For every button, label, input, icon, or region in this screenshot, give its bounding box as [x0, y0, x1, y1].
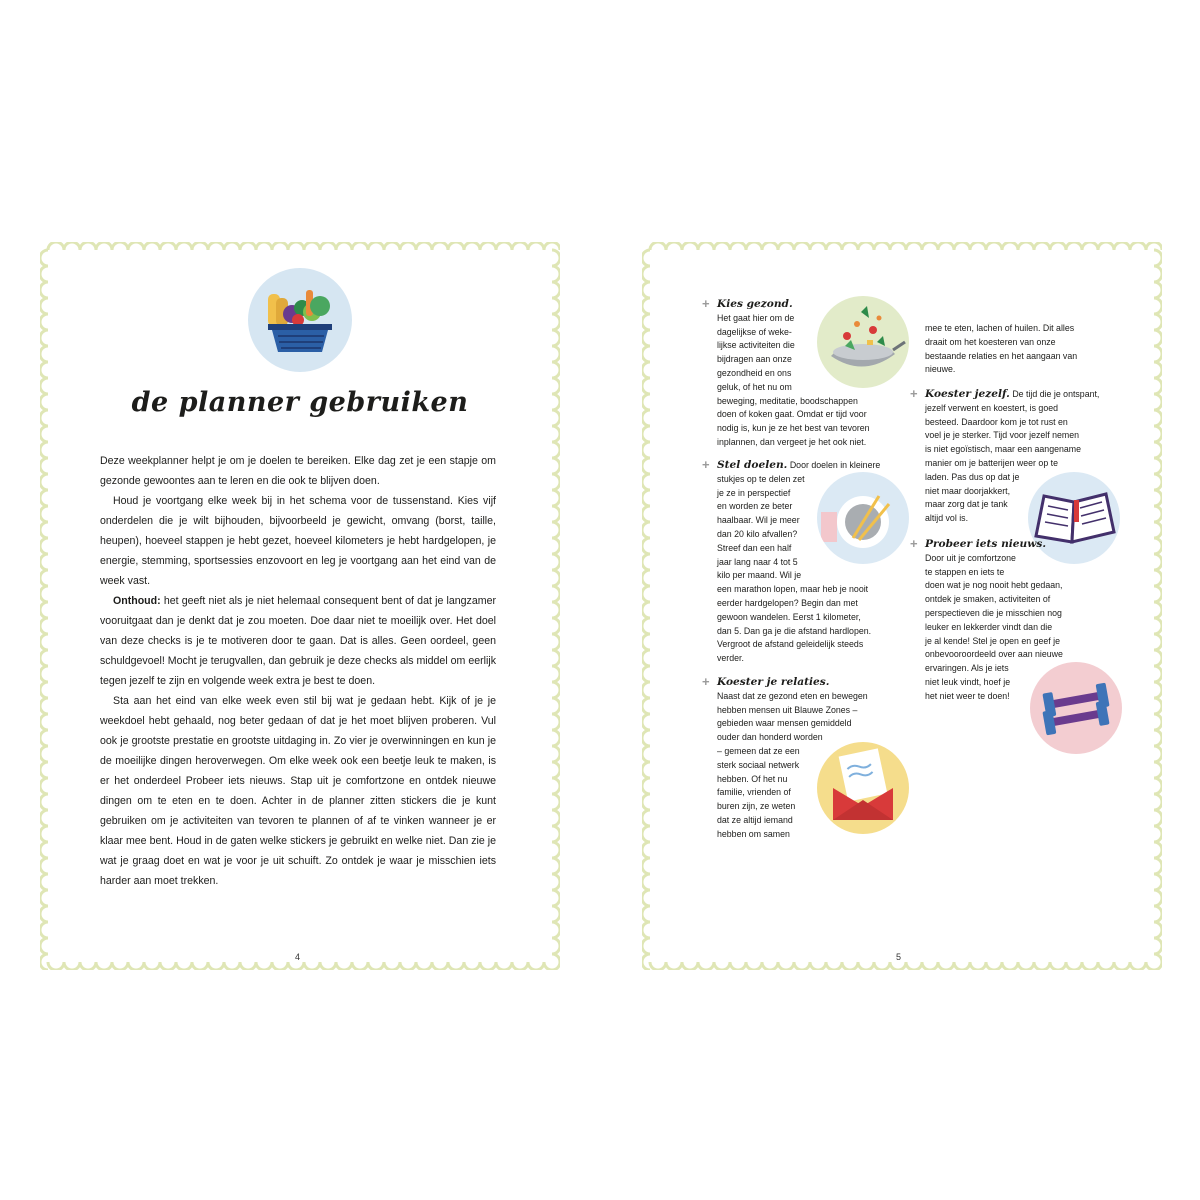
section-line: gebieden waar mensen gemiddeld — [717, 718, 852, 729]
section-line: dan 5. Dan ga je die afstand hardlopen. — [717, 625, 872, 636]
right-page — [642, 242, 1162, 970]
section-line: besteed. Daardoor kom je tot rust en — [925, 416, 1068, 427]
section-line: beweging, meditatie, boodschappen — [717, 395, 858, 406]
section-line: draait om het koesteren van onze — [925, 336, 1056, 347]
page-number: 5 — [896, 952, 902, 962]
plus-icon: + — [702, 296, 710, 311]
section-line: stukjes op te delen zet — [717, 473, 805, 484]
section-line: laden. Pas dus op dat je — [925, 471, 1020, 482]
section-line: hebben om samen — [717, 828, 790, 839]
section-line: dan 20 kilo afvallen? — [717, 528, 798, 539]
section-line: perspectieven die je misschien nog — [925, 607, 1062, 618]
section-line: het niet weer te doen! — [925, 690, 1010, 701]
section-line: Streef dan een half — [717, 542, 792, 553]
section-line: bestaande relaties en het aangaan van — [925, 350, 1078, 361]
section-line: ervaringen. Als je iets — [925, 663, 1009, 674]
body-text — [100, 451, 496, 891]
section-line: geluk, of het nu om — [717, 381, 792, 392]
section-kies-gezond — [702, 296, 897, 450]
section-line: jezelf verwent en koestert, is goed — [925, 402, 1059, 413]
section-line: nodig is, kun je ze het best van tevoren — [717, 423, 870, 434]
section-line: onbevooroordeeld over aan nieuwe — [925, 649, 1063, 660]
section-line: inplannen, dan vergeet je het ook niet. — [717, 436, 867, 447]
section-line: maar zorg dat je tank — [925, 499, 1008, 510]
paragraph-text: het geeft niet als je niet helemaal consequent bent of dat je langzamer vooruitgaat dan je denkt dat je zou moeten. Doe daar niet te moeilijk over. Het doel van deze checks is je te motiveren door te gaan. Dat is alles. Geen oordeel, geen schuldgevoel! Mocht je terugvallen, dan gebruik je deze checks als middel om eerlijk tegen jezelf te zijn en volgende week extra je best te doen. — [100, 595, 496, 687]
section-title: Koester je relaties. — [717, 676, 830, 688]
paragraph-bold-lead: Onthoud: — [113, 595, 161, 607]
section-probeer-iets-nieuws — [910, 536, 1115, 704]
section-line: niet leuk vindt, hoef je — [925, 676, 1011, 687]
plus-icon: + — [910, 386, 918, 401]
section-line: Naast dat ze gezond eten en bewegen — [717, 690, 868, 701]
section-line: dat ze altijd iemand — [717, 814, 793, 825]
section-line: sterk sociaal netwerk — [717, 759, 800, 770]
section-line: je ze in perspectief — [717, 487, 791, 498]
paragraph: Sta aan het eind van elke week even stil bij wat je gedaan hebt. Kijk of je je weekdoel hebt gehaald, nog beter gedaan of dat je het moet blijven proberen. Vul ook je grootste prestatie en grootste uitdaging in. Zo vier je overwinningen en kun je de moeilijke dingen heroverwegen. Om elke week ook een beetje leuk te maken, is er het onderdeel Probeer iets nieuws. Stap uit je comfortzone en ontdek nieuwe dingen om te eten en te doen. Achter in de planner zitten stickers die je kunt gebruiken om je activiteiten van tevoren te plannen of af te vinken wanneer je er klaar mee bent. Houd in de gaten welke stickers je gebruikt en welke niet. Dan zie je wat je graag doet en wat je voor je uit schuift. Zo ontdek je waar je misschien iets harder aan moet trekken. — [100, 695, 496, 887]
plus-icon: + — [702, 457, 710, 472]
section-line: bijdragen aan onze — [717, 354, 792, 365]
section-title: Koester jezelf. — [925, 388, 1010, 400]
section-title: Stel doelen. — [717, 459, 788, 471]
paragraph: Houd je voortgang elke week bij in het schema voor de tussenstand. Kies vijf onderdelen die je wilt bijhouden, bijvoorbeeld je gewicht, omvang (borst, taille, heupen), hoeveel stappen je hebt gezet, hoeveel kilometers je hebt hardgelopen, je energie, stemming, sportsessies enzovoort en leg je voortgang aan het eind van de week vast. — [100, 495, 496, 587]
section-line: te stappen en iets te — [925, 566, 1005, 577]
plus-icon: + — [702, 674, 710, 689]
section-line: een marathon lopen, maar heb je nooit — [717, 584, 869, 595]
section-line: Door doelen in kleinere — [787, 460, 881, 470]
section-line: nieuwe. — [925, 364, 956, 375]
section-line: hebben mensen uit Blauwe Zones – — [717, 704, 858, 715]
section-line: dagelijkse of weke- — [717, 326, 792, 337]
section-line: niet maar doorjakkert, — [925, 485, 1011, 496]
section-relaties-continued — [925, 322, 1115, 377]
section-stel-doelen — [702, 457, 897, 666]
section-line: buren zijn, ze weten — [717, 801, 796, 812]
section-line: ontdek je smaken, activiteiten of — [925, 594, 1051, 605]
section-line: haalbaar. Wil je meer — [717, 515, 800, 526]
section-line: gezondheid en ons — [717, 367, 792, 378]
section-line: lijkse activiteiten die — [717, 340, 795, 351]
section-line: mee te eten, lachen of huilen. Dit alles — [925, 323, 1075, 333]
section-line: is niet egoïstisch, maar een aangename — [925, 444, 1081, 455]
section-title: Kies gezond. — [717, 298, 793, 310]
section-koester-jezelf — [910, 386, 1115, 526]
section-line: doen of koken gaat. Omdat er tijd voor — [717, 409, 867, 420]
section-line: verder. — [717, 653, 744, 664]
section-koester-je-relaties — [702, 674, 897, 842]
grocery-basket-icon — [248, 268, 352, 372]
section-line: Door uit je comfortzone — [925, 552, 1016, 563]
section-line: ouder dan honderd worden — [717, 732, 823, 743]
section-line: – gemeen dat ze een — [717, 745, 800, 756]
section-line: altijd vol is. — [925, 513, 969, 524]
section-title: Probeer iets nieuws. — [925, 538, 1047, 550]
section-first-line — [925, 388, 1115, 402]
section-first-line — [717, 459, 897, 473]
section-line: doen wat je nog nooit hebt gedaan, — [925, 580, 1063, 591]
section-line: familie, vrienden of — [717, 787, 791, 798]
section-line: je al kende! Stel je open en geef je — [925, 635, 1060, 646]
section-line: leuker en lekkerder vindt dan die — [925, 621, 1053, 632]
section-line: gewoon wandelen. Eerst 1 kilometer, — [717, 611, 861, 622]
section-line: hebben. Of het nu — [717, 773, 788, 784]
paragraph: Deze weekplanner helpt je om je doelen te bereiken. Elke dag zet je een stapje om gezonde gewoontes aan te leren en die ook te blijven doen. — [100, 455, 496, 487]
section-line: manier om je batterijen weer op te — [925, 457, 1058, 468]
paragraph — [100, 591, 496, 691]
section-line: De tijd die je ontspant, — [1009, 389, 1100, 399]
section-line: Vergroot de afstand geleidelijk steeds — [717, 639, 864, 650]
plus-icon: + — [910, 536, 918, 551]
section-line: kilo per maand. Wil je — [717, 570, 802, 581]
page-number: 4 — [295, 952, 301, 962]
page-title: de planner gebruiken — [131, 387, 469, 418]
section-line: jaar lang naar 4 tot 5 — [717, 556, 798, 567]
section-line: voel je je sterker. Tijd voor jezelf nemen — [925, 430, 1080, 441]
section-line: en worden ze beter — [717, 501, 793, 512]
section-line: eerder hardgelopen? Begin dan met — [717, 597, 858, 608]
section-line: Het gaat hier om de — [717, 312, 795, 323]
left-page — [40, 242, 560, 970]
